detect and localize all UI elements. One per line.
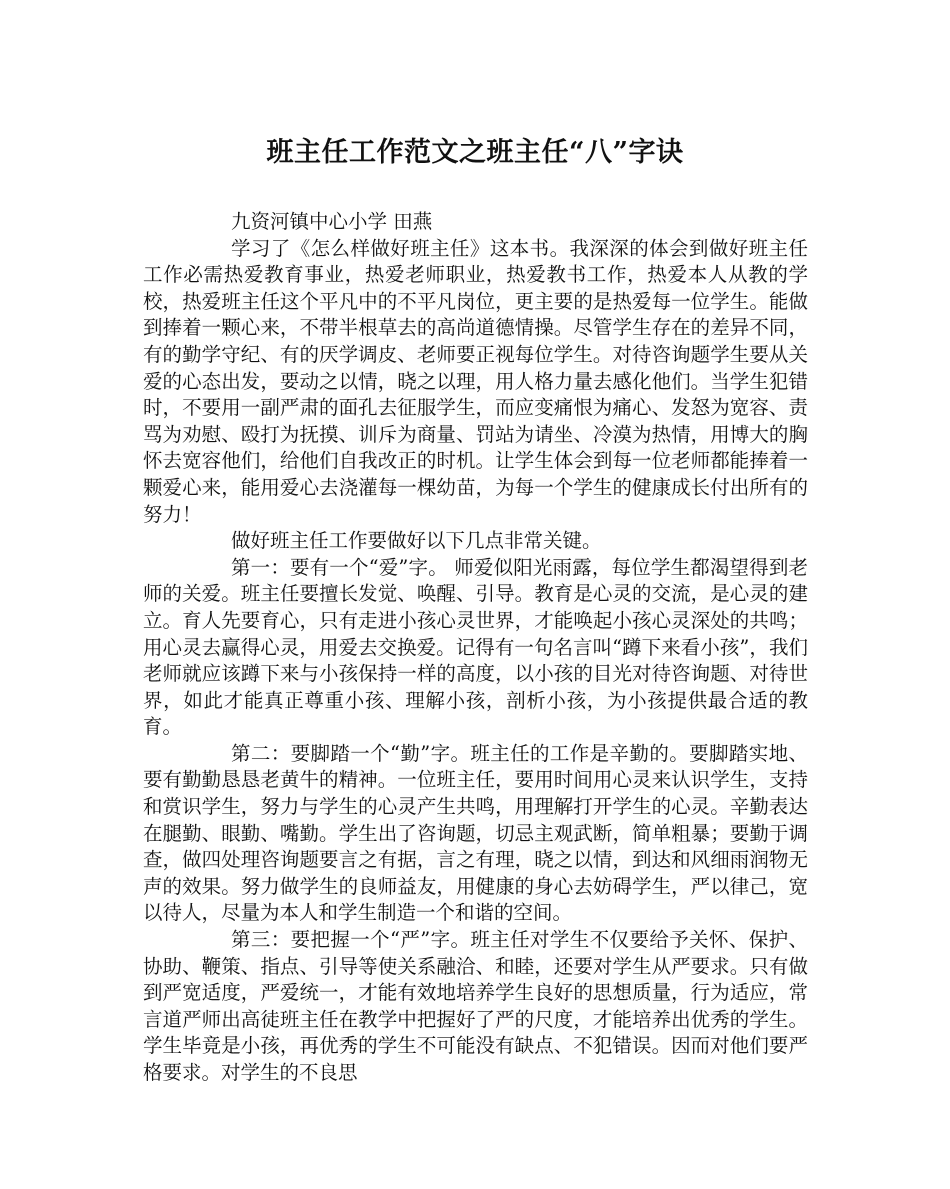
document-title: 班主任工作范文之班主任“八”字诀 [266, 137, 684, 168]
paragraph-strictness: 第三：要把握一个“严”字。班主任对学生不仅要给予关怀、保护、协助、鞭策、指点、引导等使关系融洽、和睦，还要对学生从严要求。只有做到严宽适度，严爱统一，才能有效地培养学生良好的思想质量，行为适应，常言道严师出高徒班主任在教学中把握好了严的尺度，才能培养出优秀的学生。学生毕竟是小孩，再优秀的学生不可能没有缺点、不犯错误。因而对他们要严格要求。对学生的不良思 [143, 928, 808, 1084]
document-body [143, 209, 808, 1087]
paragraph-diligence: 第二：要脚踏一个“勤”字。班主任的工作是辛勤的。要脚踏实地、要有勤勤恳恳老黄牛的精神。一位班主任，要用时间用心灵来认识学生，支持和赏识学生，努力与学生的心灵产生共鸣，用理解打开学生的心灵。辛勤表达在腿勤、眼勤、嘴勤。学生出了咨询题，切忌主观武断，简单粗暴；要勤于调查，做四处理咨询题要言之有据，言之有理，晓之以情，到达和风细雨润物无声的效果。努力做学生的良师益友，用健康的身心去妨碍学生，严以律己，宽以待人，尽量为本人和学生制造一个和谐的空间。 [143, 741, 808, 925]
author-line: 九资河镇中心小学 田燕 [231, 210, 433, 233]
paragraph-intro: 学习了《怎么样做好班主任》这本书。我深深的体会到做好班主任工作必需热爱教育事业，热爱老师职业，热爱教书工作，热爱本人从教的学校，热爱班主任这个平凡中的不平凡岗位，更主要的是热爱每一位学生。能做到捧着一颗心来，不带半根草去的高尚道德情操。尽管学生存在的差异不同，有的勤学守纪、有的厌学调皮、老师要正视每位学生。对待咨询题学生要从关爱的心态出发，要动之以情，晓之以理，用人格力量去感化他们。当学生犯错时，不要用一副严肃的面孔去征服学生，而应变痛恨为痛心、发怒为宽容、责骂为劝慰、殴打为抚摸、训斥为商量、罚站为请坐、冷漠为热情，用博大的胸怀去宽容他们，给他们自我改正的时机。让学生体会到每一位老师都能捧着一颗爱心来，能用爱心去浇灌每一棵幼苗，为每一个学生的健康成长付出所有的努力！ [143, 236, 808, 526]
paragraph-love: 第一：要有一个“爱”字。 师爱似阳光雨露，每位学生都渴望得到老师的关爱。班主任要擅长发觉、唤醒、引导。教育是心灵的交流，是心灵的建立。育人先要育心，只有走进小孩心灵世界，才能唤起小孩心灵深处的共鸣；用心灵去赢得心灵，用爱去交换爱。记得有一句名言叫“蹲下来看小孩”，我们老师就应该蹲下来与小孩保持一样的高度，以小孩的目光对待咨询题、对待世界，如此才能真正尊重小孩、理解小孩，剖析小孩，为小孩提供最合适的教育。 [143, 555, 808, 739]
paragraph-key-points: 做好班主任工作要做好以下几点非常关键。 [231, 529, 602, 553]
